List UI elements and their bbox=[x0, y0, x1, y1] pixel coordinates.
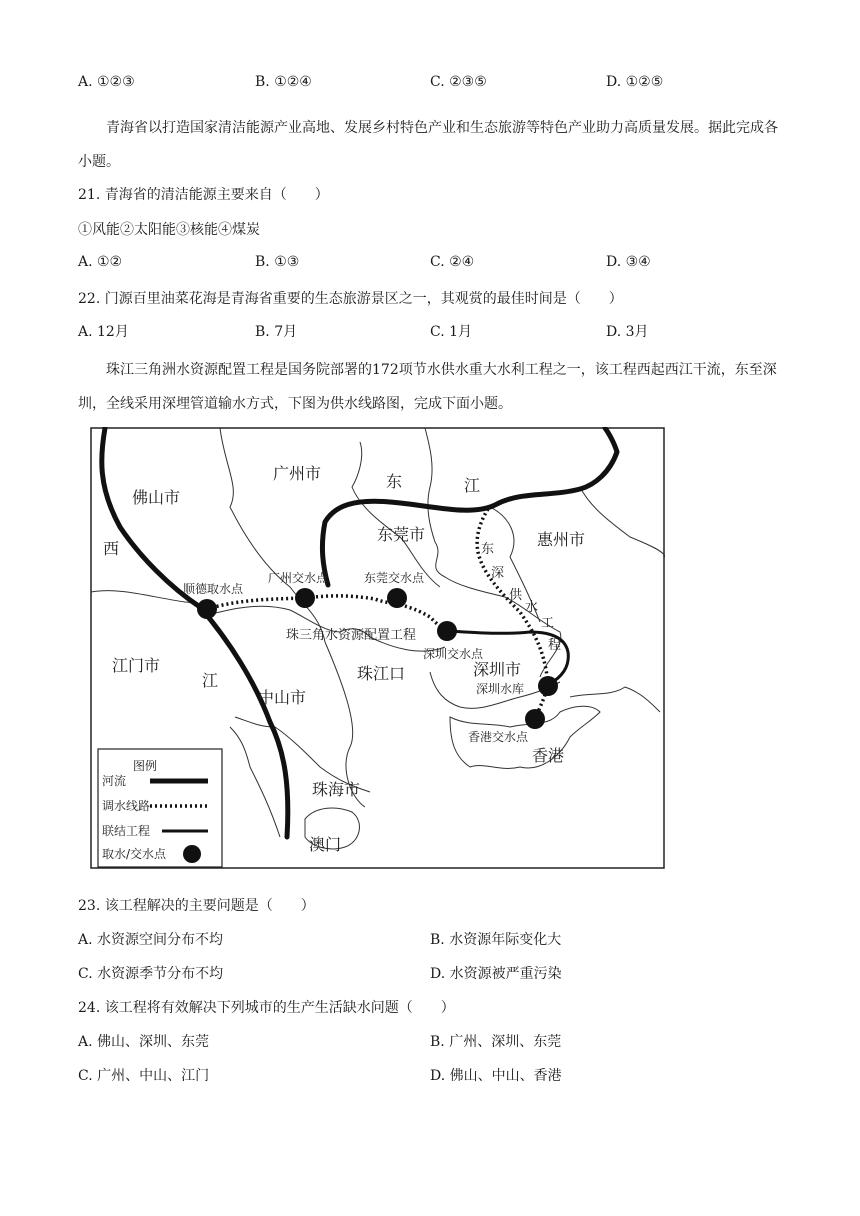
label-dongshen-char: 供 bbox=[509, 588, 523, 603]
legend-point-symbol bbox=[183, 845, 201, 863]
q21-option-c[interactable]: C. ②④ bbox=[430, 254, 475, 270]
q22-option-c[interactable]: C. 1月 bbox=[430, 324, 473, 340]
label-macau: 澳门 bbox=[309, 835, 342, 854]
label-pearl-estuary: 珠江口 bbox=[357, 664, 406, 683]
q23-option-c[interactable]: C. 水资源季节分布不均 bbox=[78, 966, 224, 982]
label-shenzhen-point: 深圳交水点 bbox=[423, 647, 484, 661]
label-zhuhai: 珠海市 bbox=[312, 780, 361, 799]
legend-river-label: 河流 bbox=[102, 774, 127, 788]
label-hongkong: 香港 bbox=[532, 746, 565, 765]
label-shenzhen-reservoir: 深圳水库 bbox=[476, 682, 525, 696]
legend-point-label: 取水/交水点 bbox=[102, 847, 167, 861]
q23-option-d[interactable]: D. 水资源被严重污染 bbox=[430, 966, 562, 982]
q22-stem: 22. 门源百里油菜花海是青海省重要的生态旅游景区之一，其观赏的最佳时间是（ ） bbox=[78, 291, 623, 307]
q21-option-a[interactable]: A. ①② bbox=[78, 254, 123, 270]
legend-title: 图例 bbox=[133, 759, 158, 773]
q23-option-b[interactable]: B. 水资源年际变化大 bbox=[430, 932, 562, 948]
label-dongshen-char: 工 bbox=[541, 616, 555, 631]
label-zhongshan: 中山市 bbox=[258, 688, 307, 707]
shunde-intake-point bbox=[197, 599, 217, 619]
q22-option-b[interactable]: B. 7月 bbox=[255, 324, 298, 340]
dongguan-delivery-point bbox=[387, 588, 407, 608]
label-dongguan-point: 东莞交水点 bbox=[364, 571, 425, 585]
label-huizhou: 惠州市 bbox=[537, 530, 586, 549]
legend-diversion-label: 调水线路 bbox=[102, 799, 151, 813]
intro-paragraph-pearl-river: 珠江三角洲水资源配置工程是国务院部署的172项节水供水重大水利工程之一，该工程西起西江干流，东至深圳，全线采用深埋管道输水方式，下图为供水线路图，完成下面小题。 bbox=[78, 362, 777, 412]
guangzhou-delivery-point bbox=[295, 588, 315, 608]
shenzhen-delivery-point bbox=[437, 621, 457, 641]
q24-option-b[interactable]: B. 广州、深圳、东莞 bbox=[430, 1034, 562, 1050]
label-hongkong-point: 香港交水点 bbox=[468, 730, 529, 744]
option-c[interactable]: C. ②③⑤ bbox=[430, 74, 487, 90]
label-shenzhen: 深圳市 bbox=[473, 660, 522, 679]
q23-option-a[interactable]: A. 水资源空间分布不均 bbox=[78, 932, 224, 948]
label-project: 珠三角水资源配置工程 bbox=[286, 628, 417, 643]
q24-stem: 24. 该工程将有效解决下列城市的生产生活缺水问题（ ） bbox=[78, 1000, 455, 1016]
q23-stem: 23. 该工程解决的主要问题是（ ） bbox=[78, 898, 315, 914]
label-jiangmen: 江门市 bbox=[112, 656, 161, 675]
q21-option-d[interactable]: D. ③④ bbox=[606, 254, 651, 270]
label-guangzhou-point: 广州交水点 bbox=[268, 571, 329, 585]
label-dongshen-char: 东 bbox=[481, 542, 495, 557]
option-a[interactable]: A. ①②③ bbox=[78, 74, 135, 90]
label-east-river-1: 东 bbox=[386, 472, 403, 491]
label-dongguan: 东莞市 bbox=[377, 525, 426, 544]
label-west-river-2: 江 bbox=[202, 671, 219, 690]
q24-option-c[interactable]: C. 广州、中山、江门 bbox=[78, 1068, 210, 1084]
q21-items: ①风能②太阳能③核能④煤炭 bbox=[78, 222, 260, 238]
q24-option-d[interactable]: D. 佛山、中山、香港 bbox=[430, 1068, 562, 1084]
water-supply-route-map bbox=[90, 427, 665, 869]
label-guangzhou: 广州市 bbox=[273, 464, 322, 483]
shenzhen-reservoir-point bbox=[538, 676, 558, 696]
q22-option-d[interactable]: D. 3月 bbox=[606, 324, 649, 340]
label-foshan: 佛山市 bbox=[132, 488, 181, 507]
hongkong-delivery-point bbox=[525, 709, 545, 729]
label-west-river-1: 西 bbox=[103, 539, 120, 558]
intro-paragraph-qinghai: 青海省以打造国家清洁能源产业高地、发展乡村特色产业和生态旅游等特色产业助力高质量发展。据此完成各小题。 bbox=[78, 120, 778, 170]
q22-option-a[interactable]: A. 12月 bbox=[78, 324, 129, 340]
option-d[interactable]: D. ①②⑤ bbox=[606, 74, 664, 90]
label-east-river-2: 江 bbox=[464, 476, 481, 495]
label-dongshen-char: 深 bbox=[491, 566, 505, 581]
legend-connection-label: 联结工程 bbox=[102, 824, 151, 838]
q24-option-a[interactable]: A. 佛山、深圳、东莞 bbox=[78, 1034, 210, 1050]
q21-stem: 21. 青海省的清洁能源主要来自（ ） bbox=[78, 187, 329, 203]
q21-option-b[interactable]: B. ①③ bbox=[255, 254, 300, 270]
map-legend bbox=[98, 749, 222, 867]
label-shunde-intake: 顺德取水点 bbox=[183, 582, 244, 596]
option-b[interactable]: B. ①②④ bbox=[255, 74, 312, 90]
label-dongshen-char: 程 bbox=[548, 638, 562, 653]
label-dongshen-char: 水 bbox=[525, 600, 539, 615]
